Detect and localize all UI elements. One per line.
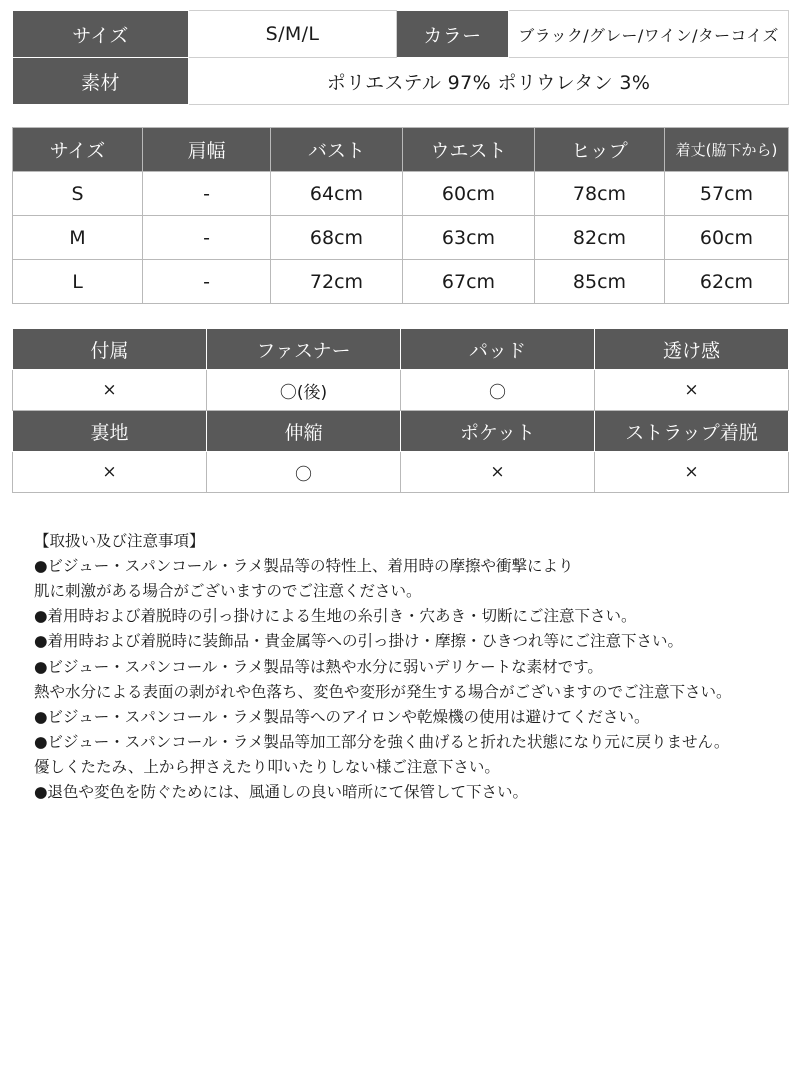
feature-header-pocket: ポケット (401, 411, 595, 452)
spec-label-size: サイズ (13, 11, 189, 58)
notes-title: 【取扱い及び注意事項】 (34, 532, 205, 550)
cell-waist: 60cm (403, 172, 535, 216)
feature-value-pad: 〇 (401, 370, 595, 411)
cell-bust: 68cm (271, 216, 403, 260)
table-header-row (13, 411, 789, 452)
notes-line: ●ビジュー・スパンコール・ラメ製品等へのアイロンや乾燥機の使用は避けてください。 (34, 707, 650, 726)
feature-table (12, 328, 789, 493)
table-row (13, 58, 789, 105)
col-header-shoulder: 肩幅 (143, 128, 271, 172)
feature-header-accessory: 付属 (13, 329, 207, 370)
table-row (13, 172, 789, 216)
cell-hip: 78cm (535, 172, 665, 216)
notes-line: ●着用時および着脱時に装飾品・貴金属等への引っ掛け・摩擦・ひきつれ等にご注意下さい。 (34, 632, 684, 651)
feature-value-zipper: 〇(後) (207, 370, 401, 411)
feature-header-stretch: 伸縮 (207, 411, 401, 452)
cell-length: 60cm (665, 216, 789, 260)
table-header-row (13, 128, 789, 172)
cell-shoulder: - (143, 216, 271, 260)
cell-bust: 72cm (271, 260, 403, 304)
spec-value-color: ブラック/グレー/ワイン/ターコイズ (509, 11, 789, 58)
spec-value-material: ポリエステル 97% ポリウレタン 3% (189, 58, 789, 105)
notes-line: 優しくたたみ、上から押さえたり叩いたりしない様ご注意下さい。 (34, 757, 500, 776)
feature-header-strap-detach: ストラップ着脱 (595, 411, 789, 452)
spec-value-size: S/M/L (189, 11, 397, 58)
cell-hip: 85cm (535, 260, 665, 304)
col-header-size: サイズ (13, 128, 143, 172)
cell-length: 62cm (665, 260, 789, 304)
table-row (13, 452, 789, 493)
notes-line: 肌に刺激がある場合がございますのでご注意ください。 (34, 582, 422, 601)
cell-size: M (13, 216, 143, 260)
cell-shoulder: - (143, 260, 271, 304)
feature-header-sheerness: 透け感 (595, 329, 789, 370)
table-row (13, 11, 789, 58)
spec-label-color: カラー (397, 11, 509, 58)
col-header-waist: ウエスト (403, 128, 535, 172)
feature-value-lining: × (13, 452, 207, 493)
cell-length: 57cm (665, 172, 789, 216)
cell-bust: 64cm (271, 172, 403, 216)
cell-shoulder: - (143, 172, 271, 216)
feature-header-pad: パッド (401, 329, 595, 370)
spec-table (12, 10, 789, 105)
table-row (13, 370, 789, 411)
feature-value-pocket: × (401, 452, 595, 493)
notes-line: ●着用時および着脱時の引っ掛けによる生地の糸引き・穴あき・切断にご注意下さい。 (34, 607, 637, 626)
table-header-row (13, 329, 789, 370)
notes-line: ●ビジュー・スパンコール・ラメ製品等の特性上、着用時の摩擦や衝撃により (34, 557, 574, 576)
cell-size: L (13, 260, 143, 304)
feature-value-accessory: × (13, 370, 207, 411)
care-notes (12, 529, 788, 805)
cell-waist: 63cm (403, 216, 535, 260)
notes-line: ●退色や変色を防ぐためには、風通しの良い暗所にて保管して下さい。 (34, 783, 529, 802)
cell-hip: 82cm (535, 216, 665, 260)
feature-header-lining: 裏地 (13, 411, 207, 452)
notes-line: ●ビジュー・スパンコール・ラメ製品等加工部分を強く曲げると折れた状態になり元に戻りません。 (34, 732, 730, 751)
table-row (13, 216, 789, 260)
product-spec-page (0, 10, 800, 1077)
feature-value-strap-detach: × (595, 452, 789, 493)
feature-value-stretch: 〇 (207, 452, 401, 493)
col-header-hip: ヒップ (535, 128, 665, 172)
feature-header-zipper: ファスナー (207, 329, 401, 370)
feature-value-sheerness: × (595, 370, 789, 411)
notes-line: 熱や水分による表面の剥がれや色落ち、変色や変形が発生する場合がございますのでご注意下さい。 (34, 682, 732, 701)
table-row (13, 260, 789, 304)
size-measurement-table (12, 127, 789, 304)
spec-label-material: 素材 (13, 58, 189, 105)
cell-waist: 67cm (403, 260, 535, 304)
col-header-bust: バスト (271, 128, 403, 172)
notes-line: ●ビジュー・スパンコール・ラメ製品等は熱や水分に弱いデリケートな素材です。 (34, 657, 603, 676)
cell-size: S (13, 172, 143, 216)
col-header-length: 着丈(脇下から) (665, 128, 789, 172)
